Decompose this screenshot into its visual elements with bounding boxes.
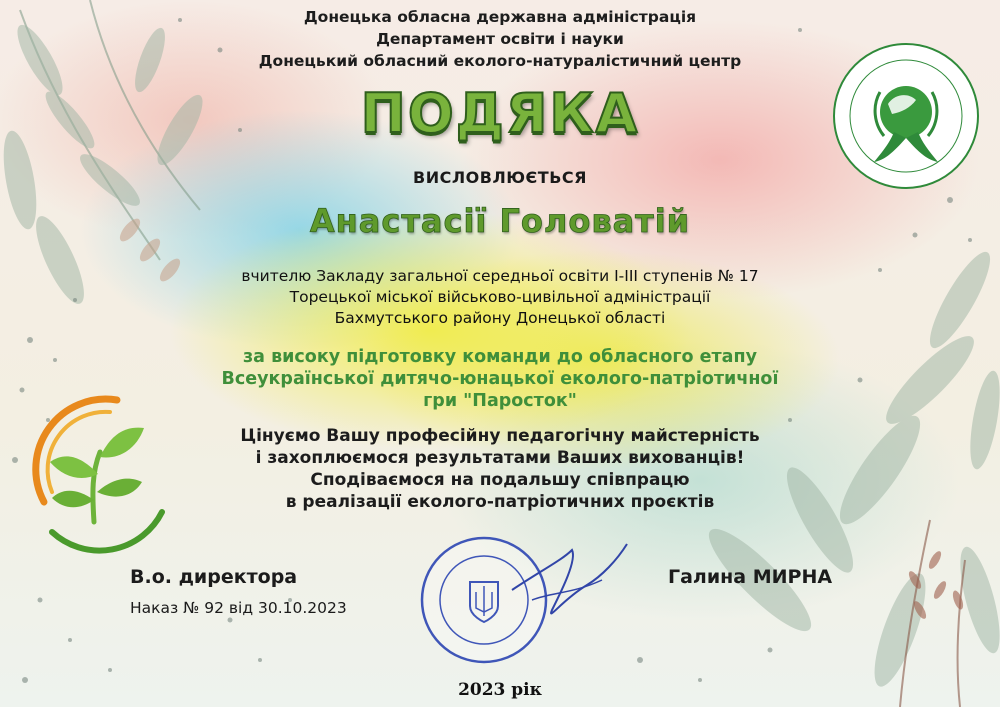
stamp-icon — [412, 530, 652, 670]
year: 2023 рік — [458, 680, 542, 700]
thanks-line-4: в реалізації еколого-патріотичних проєктів — [285, 492, 715, 512]
position-line-3: Бахмутського району Донецької області — [334, 309, 666, 327]
position-line-1: вчителю Закладу загальної середньої освіти І-ІІІ ступенів № 17 — [241, 267, 759, 285]
page-title: ПОДЯКА — [360, 82, 640, 145]
header-line-3: Донецький обласний еколого-натуралістичний центр — [258, 52, 742, 70]
header-line-1: Донецька обласна державна адміністрація — [303, 8, 697, 26]
subtitle: ВИСЛОВЛЮЄТЬСЯ — [413, 168, 587, 187]
signer-name: Галина МИРНА — [668, 566, 833, 588]
recipient-name: Анастасії Головатій — [309, 202, 691, 240]
thanks-line-3: Сподіваємося на подальшу співпрацю — [310, 470, 690, 490]
order-number: Наказ № 92 від 30.10.2023 — [130, 599, 347, 617]
reason-line-1: за високу підготовку команди до обласного етапу — [243, 347, 757, 367]
thanks-line-2: і захоплюємося результатами Ваших вихованців! — [255, 448, 745, 468]
director-role: В.о. директора — [130, 566, 298, 588]
header-line-2: Департамент освіти і науки — [376, 30, 624, 48]
position-line-2: Торецької міської військово-цивільної адміністрації — [289, 288, 711, 306]
reason-line-3: гри "Паросток" — [423, 391, 577, 411]
thanks-line-1: Цінуємо Вашу професійну педагогічну майстерність — [240, 426, 760, 446]
reason-line-2: Всеукраїнської дитячо-юнацької еколого-патріотичної — [221, 369, 779, 389]
